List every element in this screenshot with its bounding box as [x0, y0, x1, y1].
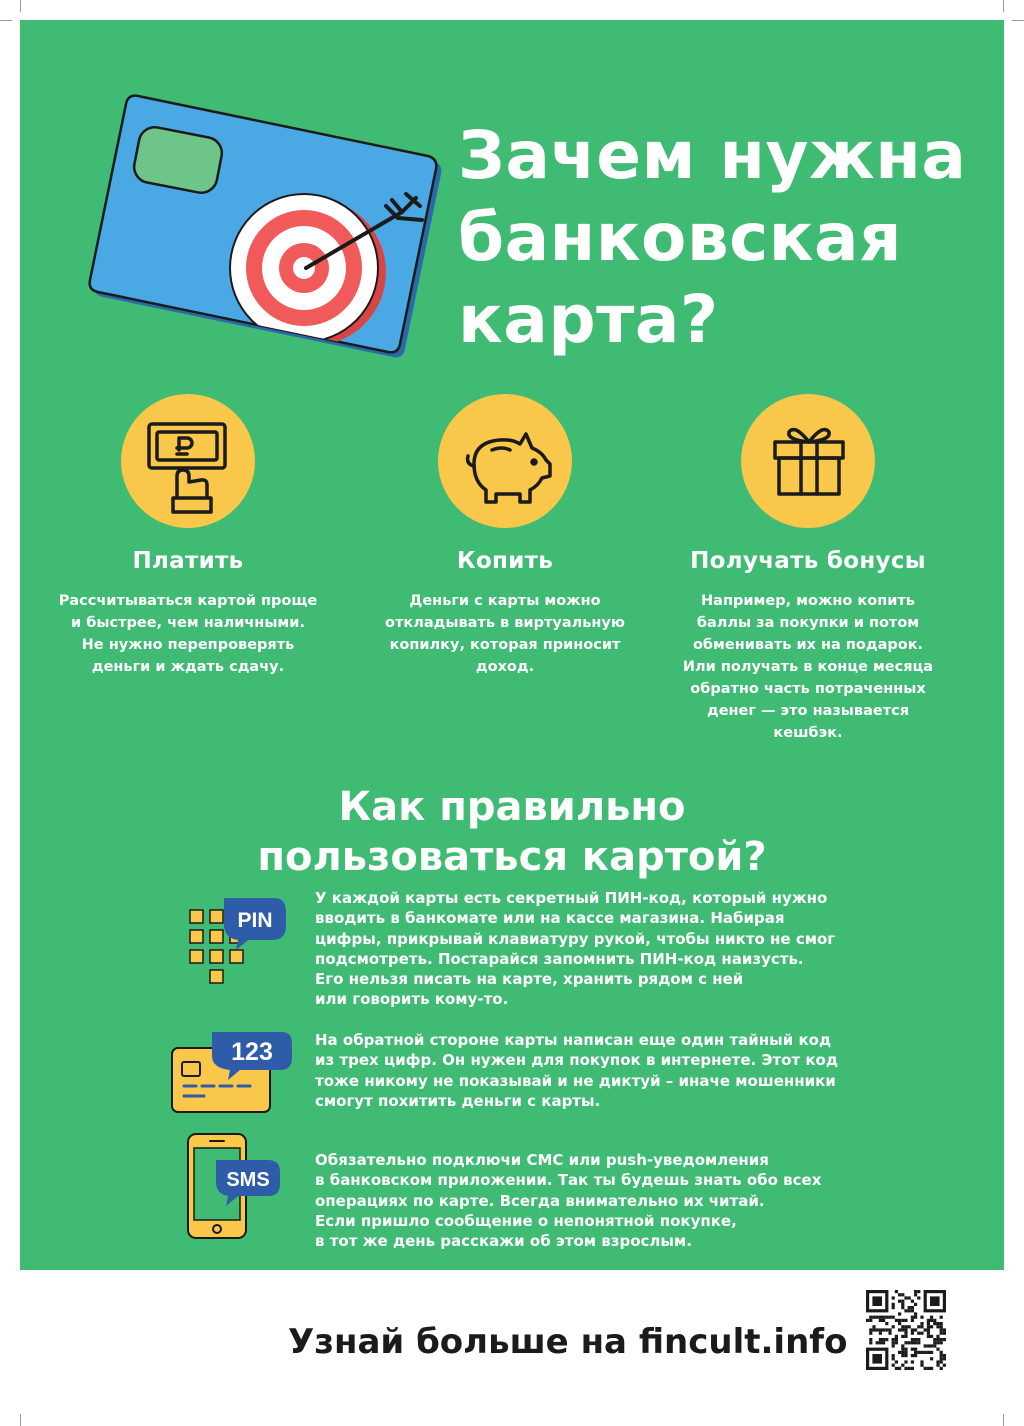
tip-line: цифры, прикрывай клавиатуру рукой, чтобы никто не смог — [315, 929, 836, 948]
description-line: Не нужно перепроверять — [81, 637, 295, 653]
tip-line: У каждой карты есть секретный ПИН-код, который нужно — [315, 889, 828, 907]
phone-sms-icon — [160, 1130, 300, 1242]
footer — [20, 1270, 1004, 1406]
subtitle-line: пользоваться картой? — [257, 834, 767, 880]
poster — [20, 20, 1004, 1270]
feature-description — [365, 590, 645, 678]
tip-badge: 123 — [231, 1038, 273, 1066]
bank-card-target-icon — [80, 82, 460, 382]
tip-text — [315, 1150, 821, 1251]
feature-description — [668, 590, 948, 744]
feature-title: Получать бонусы — [690, 548, 926, 574]
tip-badge: PIN — [237, 909, 273, 932]
feature-icon-circle — [121, 394, 255, 528]
tip-line: в банковском приложении. Так ты будешь знать обо всех — [315, 1171, 822, 1190]
card-code-icon — [160, 1030, 300, 1120]
description-line: копилку, которая приносит — [389, 637, 621, 653]
tip-line: Его нельзя писать на карте, хранить рядом с ней — [315, 970, 744, 989]
crop-mark — [0, 20, 12, 21]
tip-line: подсмотреть. Постарайся запомнить ПИН-код наизусть. — [315, 949, 804, 968]
qr-code-icon[interactable] — [866, 1290, 946, 1370]
description-line: доход. — [475, 659, 535, 675]
tip-line: тоже никому не показывай и не диктуй – иначе мошенники — [315, 1071, 836, 1090]
tip-text — [315, 888, 835, 1010]
crop-mark — [1003, 1414, 1004, 1426]
crop-mark — [1012, 20, 1024, 21]
tip-line: или говорить кому-то. — [315, 990, 509, 1009]
feature-icon-circle — [741, 394, 875, 528]
gift-icon — [741, 394, 875, 528]
description-line: обратно часть потраченных — [690, 681, 926, 697]
tip-line: в тот же день расскажи об этом взрослым. — [315, 1232, 692, 1251]
tip-line: Если пришло сообщение о непонятной покупке, — [315, 1211, 737, 1230]
subtitle-line: Как правильно — [338, 784, 686, 830]
feature-description — [48, 590, 328, 678]
pin-keypad-icon — [160, 888, 300, 998]
description-line: откладывать в виртуальную — [385, 615, 625, 631]
description-line: Например, можно копить — [701, 593, 915, 609]
crop-mark — [20, 1414, 21, 1426]
feature-icon-circle — [438, 394, 572, 528]
description-line: баллы за покупки и потом — [696, 615, 920, 631]
tip-line: из трех цифр. Он нужен для покупок в интернете. Этот код — [315, 1051, 838, 1070]
feature-bonus — [668, 394, 948, 744]
description-line: Или получать в конце месяца — [682, 659, 934, 675]
feature-title: Платить — [132, 548, 244, 574]
tip-line: вводить в банкомате или на кассе магазина. Набирая — [315, 909, 785, 928]
tip-line: На обратной стороне карты написан еще один тайный код — [315, 1031, 832, 1049]
description-line: денег — это называется — [706, 703, 910, 719]
money-hand-icon — [121, 394, 255, 528]
tip-badge: SMS — [226, 1169, 270, 1191]
description-line: Рассчитываться картой проще — [58, 593, 318, 609]
crop-mark — [1003, 0, 1004, 12]
tip-line: смогут похитить деньги с карты. — [315, 1091, 601, 1110]
section-title — [20, 782, 1004, 882]
tip-line: Обязательно подключи СМС или push-уведомления — [315, 1151, 769, 1169]
description-line: Деньги с карты можно — [409, 593, 601, 609]
description-line: деньги и ждать сдачу. — [91, 659, 285, 675]
title-line: Зачем нужна — [458, 117, 967, 194]
feature-title: Копить — [456, 548, 554, 574]
piggy-bank-icon — [438, 394, 572, 528]
feature-pay — [48, 394, 328, 678]
footer-link-text[interactable]: Узнай больше на fincult.info — [288, 1322, 848, 1362]
crop-mark — [20, 0, 21, 12]
description-line: обменивать их на подарок. — [692, 637, 924, 653]
feature-save — [365, 394, 645, 678]
title-line: карта? — [458, 281, 719, 358]
tip-text — [315, 1030, 838, 1111]
page-title — [458, 115, 998, 361]
title-line: банковская — [458, 199, 902, 276]
description-line: кешбэк. — [773, 725, 843, 741]
tip-line: операциях по карте. Всегда внимательно их читай. — [315, 1191, 765, 1210]
description-line: и быстрее, чем наличными. — [71, 615, 305, 631]
